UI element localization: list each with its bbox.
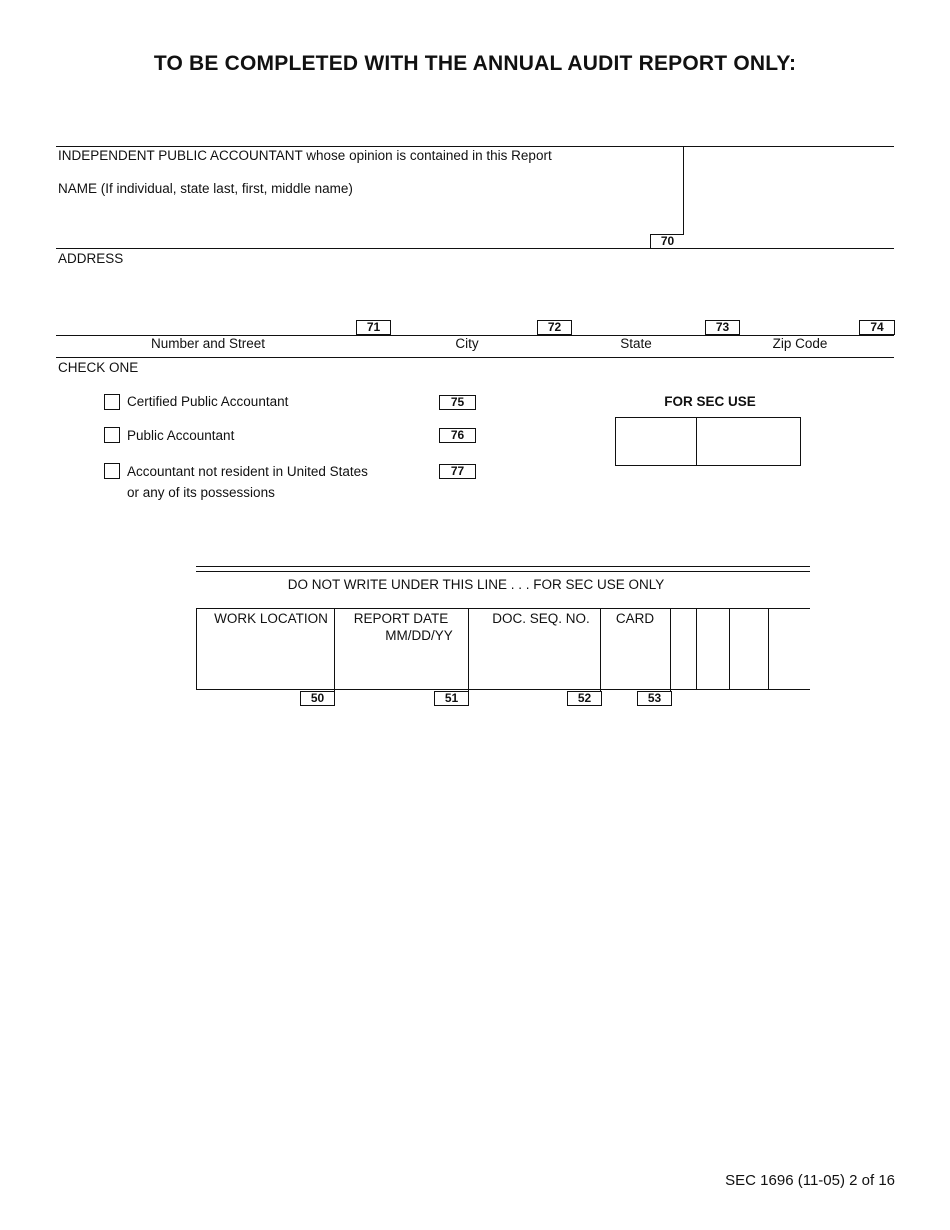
- accountant-heading: INDEPENDENT PUBLIC ACCOUNTANT whose opinion is contained in this Report: [58, 148, 552, 163]
- code-box-74: 74: [859, 320, 895, 335]
- code-box-51: 51: [434, 691, 469, 706]
- nonresident-checkbox[interactable]: [104, 463, 120, 479]
- street-label: Number and Street: [150, 336, 266, 351]
- sec-col-divider-5: [696, 608, 697, 690]
- cpa-checkbox[interactable]: [104, 394, 120, 410]
- address-bottom-rule: [56, 357, 894, 358]
- city-label: City: [455, 336, 479, 351]
- sec-table-top: [196, 608, 810, 609]
- report-date-label: REPORT DATE: [353, 611, 449, 626]
- code-box-53: 53: [637, 691, 672, 706]
- sec-only-rule-top: [196, 566, 810, 567]
- sec-table-bottom: [196, 689, 810, 690]
- sec-use-box: [615, 417, 801, 466]
- name-input[interactable]: [58, 200, 638, 244]
- sec-col-divider-7: [768, 608, 769, 690]
- state-input[interactable]: [575, 275, 703, 330]
- nonresident-label-line2: or any of its possessions: [127, 485, 275, 500]
- pa-checkbox[interactable]: [104, 427, 120, 443]
- city-input[interactable]: [395, 275, 535, 330]
- street-input[interactable]: [58, 275, 354, 330]
- code-box-76: 76: [439, 428, 476, 443]
- code-box-50: 50: [300, 691, 335, 706]
- code-box-70: 70: [650, 234, 684, 249]
- nonresident-label: Accountant not resident in United States: [127, 464, 368, 479]
- state-label: State: [620, 336, 652, 351]
- name-divider: [683, 146, 684, 248]
- address-label: ADDRESS: [58, 251, 124, 266]
- code-box-71: 71: [356, 320, 391, 335]
- sec-col-divider-6: [729, 608, 730, 690]
- card-label: CARD: [615, 611, 655, 626]
- code-box-72: 72: [537, 320, 572, 335]
- zip-label: Zip Code: [772, 336, 828, 351]
- zip-input[interactable]: [730, 275, 858, 330]
- sec-use-box-divider: [696, 417, 697, 465]
- code-box-73: 73: [705, 320, 740, 335]
- check-one-label: CHECK ONE: [58, 360, 139, 375]
- pa-label: Public Accountant: [127, 428, 235, 443]
- report-date-format: MM/DD/YY: [385, 628, 453, 643]
- section-top-rule: [56, 146, 894, 147]
- cpa-label: Certified Public Accountant: [127, 394, 289, 409]
- form-footer: SEC 1696 (11-05) 2 of 16: [725, 1172, 895, 1189]
- name-bottom-rule: [56, 248, 894, 249]
- code-box-75: 75: [439, 395, 476, 410]
- code-box-77: 77: [439, 464, 476, 479]
- sec-only-header: DO NOT WRITE UNDER THIS LINE . . . FOR SEC USE ONLY: [287, 577, 665, 592]
- sec-only-rule-second: [196, 571, 810, 572]
- code-box-52: 52: [567, 691, 602, 706]
- doc-seq-label: DOC. SEQ. NO.: [492, 611, 590, 626]
- page-title: TO BE COMPLETED WITH THE ANNUAL AUDIT REPORT ONLY:: [153, 52, 797, 75]
- work-location-label: WORK LOCATION: [214, 611, 328, 626]
- name-label: NAME (If individual, state last, first, middle name): [58, 181, 353, 196]
- for-sec-use-label: FOR SEC USE: [664, 394, 756, 409]
